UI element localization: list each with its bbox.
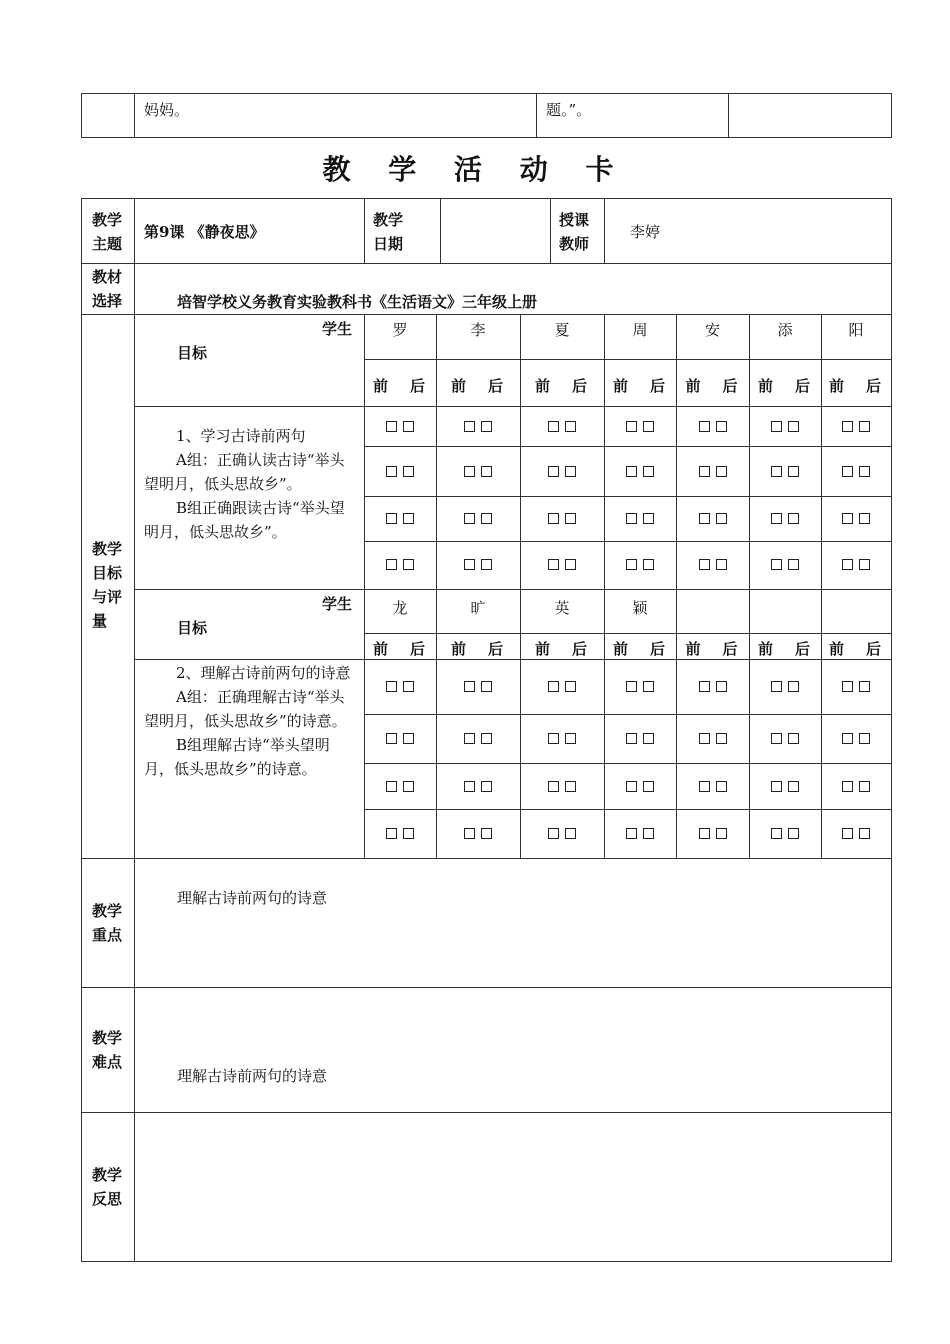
after-checkbox[interactable]	[643, 681, 654, 692]
before-checkbox[interactable]	[771, 681, 782, 692]
after-checkbox[interactable]	[403, 466, 414, 477]
previous-row-text-1: 妈妈。	[144, 101, 190, 119]
before-checkbox[interactable]	[771, 421, 782, 432]
before-checkbox[interactable]	[626, 733, 637, 744]
topic-value: 第9课 《静夜思》	[144, 223, 265, 241]
after-checkbox[interactable]	[716, 466, 727, 477]
before-label: 前	[613, 640, 629, 658]
after-checkbox[interactable]	[716, 828, 727, 839]
before-checkbox[interactable]	[699, 421, 710, 432]
before-checkbox[interactable]	[771, 828, 782, 839]
after-checkbox[interactable]	[788, 513, 799, 524]
before-checkbox[interactable]	[548, 828, 559, 839]
after-checkbox[interactable]	[565, 733, 576, 744]
after-checkbox[interactable]	[859, 781, 870, 792]
before-checkbox[interactable]	[548, 781, 559, 792]
goal-header-2: 目标	[177, 619, 208, 637]
student-header-2: 学生	[322, 595, 353, 613]
after-checkbox[interactable]	[481, 781, 492, 792]
student-name-3: 夏	[554, 321, 570, 339]
after-checkbox[interactable]	[565, 681, 576, 692]
after-checkbox[interactable]	[643, 466, 654, 477]
after-checkbox[interactable]	[565, 781, 576, 792]
before-checkbox[interactable]	[386, 828, 397, 839]
after-checkbox[interactable]	[565, 421, 576, 432]
before-label: 前	[613, 377, 629, 395]
before-checkbox[interactable]	[626, 559, 637, 570]
after-checkbox[interactable]	[859, 828, 870, 839]
before-checkbox[interactable]	[626, 781, 637, 792]
teacher-label: 授课 教师	[559, 211, 590, 253]
before-checkbox[interactable]	[386, 559, 397, 570]
student-name-6: 添	[777, 321, 793, 339]
after-label: 后	[410, 377, 426, 395]
before-checkbox[interactable]	[842, 559, 853, 570]
after-checkbox[interactable]	[859, 559, 870, 570]
before-checkbox[interactable]	[464, 513, 475, 524]
before-checkbox[interactable]	[464, 828, 475, 839]
before-checkbox[interactable]	[386, 466, 397, 477]
goal-1-group-b: B组正确跟读古诗“举头望明月，低头思故乡”。	[144, 499, 345, 541]
before-checkbox[interactable]	[842, 828, 853, 839]
before-checkbox[interactable]	[464, 781, 475, 792]
after-checkbox[interactable]	[481, 559, 492, 570]
before-checkbox[interactable]	[626, 466, 637, 477]
student-name-1: 罗	[392, 321, 408, 339]
before-label: 前	[829, 377, 845, 395]
after-label: 后	[650, 640, 666, 658]
student-header-1: 学生	[322, 320, 353, 338]
focus-label: 教学 重点	[92, 902, 123, 944]
before-checkbox[interactable]	[548, 559, 559, 570]
before-checkbox[interactable]	[771, 513, 782, 524]
before-checkbox[interactable]	[842, 513, 853, 524]
before-label: 前	[685, 640, 701, 658]
after-checkbox[interactable]	[643, 781, 654, 792]
after-checkbox[interactable]	[859, 681, 870, 692]
after-checkbox[interactable]	[788, 466, 799, 477]
before-checkbox[interactable]	[699, 559, 710, 570]
before-checkbox[interactable]	[626, 513, 637, 524]
before-checkbox[interactable]	[386, 781, 397, 792]
before-checkbox[interactable]	[699, 781, 710, 792]
before-checkbox[interactable]	[771, 733, 782, 744]
goal-header-1: 目标	[177, 344, 208, 362]
before-checkbox[interactable]	[699, 681, 710, 692]
after-checkbox[interactable]	[643, 828, 654, 839]
goal-2-group-b: B组理解古诗“举头望明月，低头思故乡”的诗意。	[144, 736, 330, 778]
before-checkbox[interactable]	[548, 513, 559, 524]
after-checkbox[interactable]	[716, 781, 727, 792]
before-checkbox[interactable]	[699, 828, 710, 839]
after-checkbox[interactable]	[788, 421, 799, 432]
before-checkbox[interactable]	[386, 421, 397, 432]
after-checkbox[interactable]	[403, 828, 414, 839]
difficulty-value: 理解古诗前两句的诗意	[177, 1067, 328, 1085]
material-label: 教材 选择	[92, 268, 123, 310]
after-checkbox[interactable]	[859, 513, 870, 524]
before-checkbox[interactable]	[771, 559, 782, 570]
after-checkbox[interactable]	[788, 781, 799, 792]
before-label: 前	[373, 640, 389, 658]
goal-2-title: 2、理解古诗前两句的诗意	[176, 664, 351, 682]
after-checkbox[interactable]	[481, 466, 492, 477]
before-checkbox[interactable]	[548, 421, 559, 432]
after-checkbox[interactable]	[643, 733, 654, 744]
student-name-5: 安	[704, 321, 720, 339]
before-checkbox[interactable]	[464, 559, 475, 570]
goals-evaluation-label: 教学 目标 与评 量	[92, 540, 123, 630]
before-label: 前	[758, 377, 774, 395]
after-checkbox[interactable]	[643, 421, 654, 432]
after-label: 后	[795, 640, 811, 658]
after-checkbox[interactable]	[716, 733, 727, 744]
before-checkbox[interactable]	[548, 466, 559, 477]
student-name-group2-3: 英	[554, 599, 570, 617]
before-checkbox[interactable]	[548, 681, 559, 692]
after-checkbox[interactable]	[565, 513, 576, 524]
after-label: 后	[488, 640, 504, 658]
student-name-7: 阳	[848, 321, 864, 339]
teacher-value: 李婷	[630, 223, 661, 241]
after-label: 后	[572, 377, 588, 395]
before-checkbox[interactable]	[464, 733, 475, 744]
after-checkbox[interactable]	[481, 733, 492, 744]
after-checkbox[interactable]	[565, 466, 576, 477]
student-name-group2-2: 旷	[470, 599, 486, 617]
goal-2-group-a: A组：正确理解古诗“举头望明月，低头思故乡”的诗意。	[144, 688, 347, 730]
after-checkbox[interactable]	[643, 559, 654, 570]
before-checkbox[interactable]	[842, 681, 853, 692]
student-name-2: 李	[470, 321, 486, 339]
before-label: 前	[535, 640, 551, 658]
after-label: 后	[722, 640, 738, 658]
before-label: 前	[685, 377, 701, 395]
goal-1-title: 1、学习古诗前两句	[176, 427, 306, 445]
after-checkbox[interactable]	[403, 559, 414, 570]
student-name-4: 周	[632, 321, 648, 339]
after-checkbox[interactable]	[716, 421, 727, 432]
before-checkbox[interactable]	[699, 466, 710, 477]
after-label: 后	[572, 640, 588, 658]
before-label: 前	[451, 640, 467, 658]
before-checkbox[interactable]	[842, 421, 853, 432]
after-checkbox[interactable]	[859, 421, 870, 432]
goal-1-text	[144, 424, 358, 544]
after-checkbox[interactable]	[788, 828, 799, 839]
before-checkbox[interactable]	[626, 681, 637, 692]
before-label: 前	[758, 640, 774, 658]
activity-card-table	[81, 198, 892, 1262]
after-label: 后	[410, 640, 426, 658]
after-checkbox[interactable]	[716, 559, 727, 570]
previous-table-row	[81, 93, 892, 138]
before-checkbox[interactable]	[626, 421, 637, 432]
goal-2-text	[144, 661, 358, 781]
after-checkbox[interactable]	[565, 559, 576, 570]
after-checkbox[interactable]	[481, 681, 492, 692]
before-checkbox[interactable]	[548, 733, 559, 744]
student-name-group2-4: 颖	[632, 599, 648, 617]
after-checkbox[interactable]	[403, 781, 414, 792]
before-label: 前	[373, 377, 389, 395]
after-checkbox[interactable]	[859, 466, 870, 477]
before-checkbox[interactable]	[464, 466, 475, 477]
after-checkbox[interactable]	[565, 828, 576, 839]
goal-1-group-a: A组：正确认读古诗“举头望明月，低头思故乡”。	[144, 451, 345, 493]
after-checkbox[interactable]	[859, 733, 870, 744]
topic-label: 教学 主题	[92, 211, 123, 253]
before-checkbox[interactable]	[842, 781, 853, 792]
reflection-label: 教学 反思	[92, 1166, 123, 1208]
after-checkbox[interactable]	[481, 421, 492, 432]
before-checkbox[interactable]	[464, 421, 475, 432]
after-checkbox[interactable]	[788, 559, 799, 570]
after-label: 后	[722, 377, 738, 395]
after-label: 后	[866, 640, 882, 658]
after-checkbox[interactable]	[481, 513, 492, 524]
student-name-group2-1: 龙	[392, 599, 408, 617]
before-checkbox[interactable]	[771, 466, 782, 477]
before-checkbox[interactable]	[842, 466, 853, 477]
after-checkbox[interactable]	[481, 828, 492, 839]
before-checkbox[interactable]	[464, 681, 475, 692]
after-label: 后	[866, 377, 882, 395]
after-checkbox[interactable]	[403, 733, 414, 744]
previous-row-text-2: 题。”。	[546, 101, 592, 119]
after-checkbox[interactable]	[716, 513, 727, 524]
after-label: 后	[650, 377, 666, 395]
before-checkbox[interactable]	[386, 513, 397, 524]
material-value: 培智学校义务教育实验教科书《生活语文》三年级上册	[177, 293, 538, 311]
before-checkbox[interactable]	[842, 733, 853, 744]
after-checkbox[interactable]	[403, 421, 414, 432]
before-label: 前	[451, 377, 467, 395]
after-checkbox[interactable]	[403, 513, 414, 524]
difficulty-label: 教学 难点	[92, 1029, 123, 1071]
before-checkbox[interactable]	[386, 733, 397, 744]
after-checkbox[interactable]	[788, 733, 799, 744]
focus-value: 理解古诗前两句的诗意	[177, 889, 328, 907]
before-checkbox[interactable]	[699, 733, 710, 744]
page-title: 教 学 活 动 卡	[322, 153, 628, 186]
after-checkbox[interactable]	[403, 681, 414, 692]
before-checkbox[interactable]	[626, 828, 637, 839]
after-checkbox[interactable]	[788, 681, 799, 692]
date-label: 教学 日期	[373, 211, 404, 253]
after-checkbox[interactable]	[643, 513, 654, 524]
before-checkbox[interactable]	[386, 681, 397, 692]
before-label: 前	[535, 377, 551, 395]
before-checkbox[interactable]	[771, 781, 782, 792]
after-label: 后	[795, 377, 811, 395]
before-checkbox[interactable]	[699, 513, 710, 524]
after-label: 后	[488, 377, 504, 395]
before-label: 前	[829, 640, 845, 658]
after-checkbox[interactable]	[716, 681, 727, 692]
